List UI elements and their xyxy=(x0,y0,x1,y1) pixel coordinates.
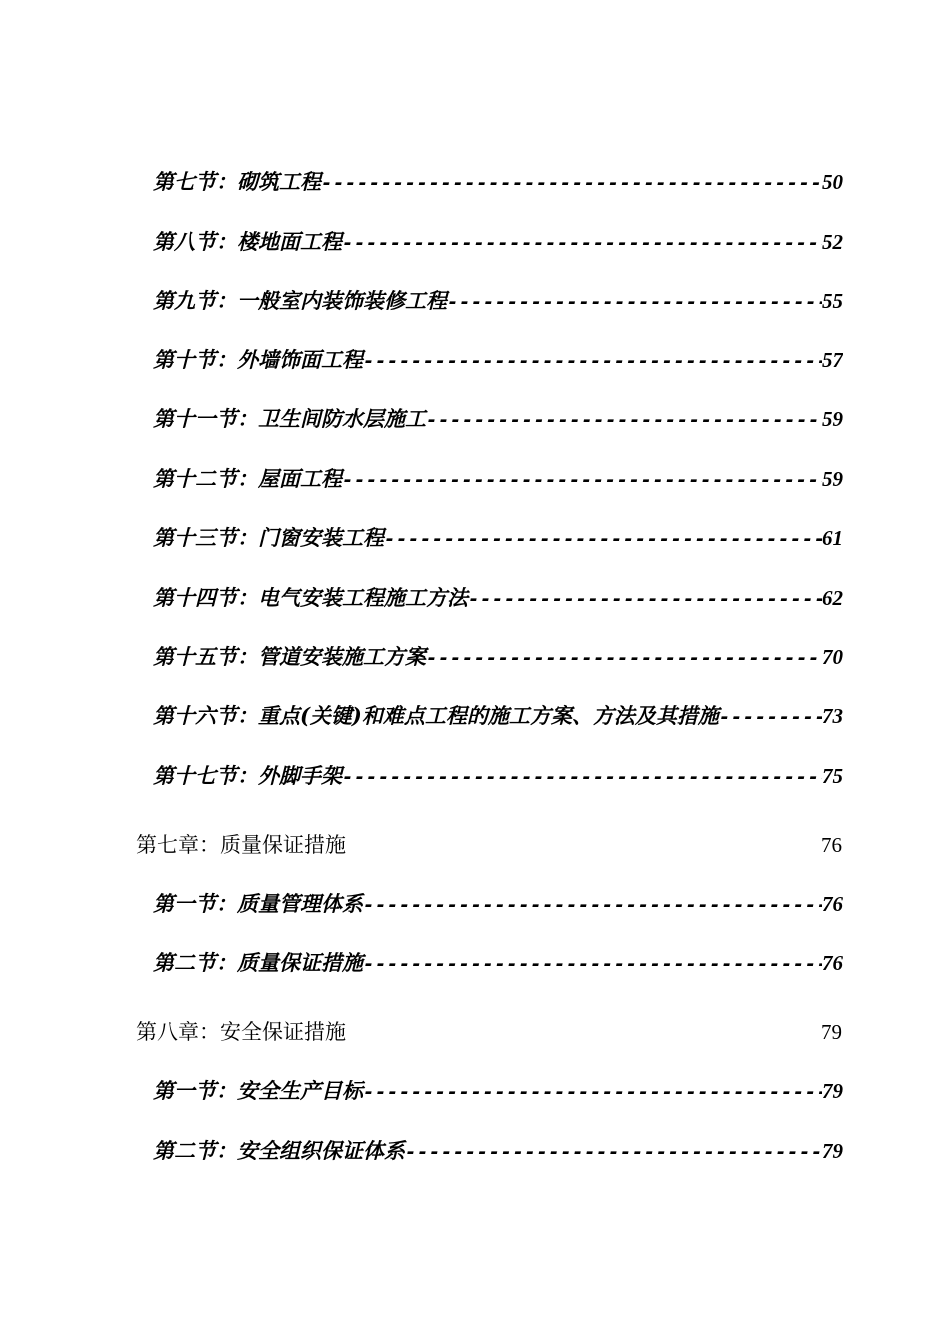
toc-leader xyxy=(321,172,822,194)
toc-leader xyxy=(342,469,822,491)
toc-leader xyxy=(342,766,822,788)
toc-entry-section[interactable] xyxy=(153,226,843,256)
toc-entry-title: 第十六节：重点(关键)和难点工程的施工方案、方法及其措施 xyxy=(153,703,719,728)
toc-entry-chapter[interactable] xyxy=(136,829,842,859)
toc-entry-page: 75 xyxy=(822,764,843,788)
toc-leader xyxy=(468,588,822,610)
toc-leader xyxy=(363,953,822,975)
toc-leader xyxy=(405,1141,822,1163)
toc-entry-page: 61 xyxy=(822,526,843,550)
toc-entry-title: 第二节：质量保证措施 xyxy=(153,950,363,975)
toc-entry-title: 第十节：外墙饰面工程 xyxy=(153,347,363,372)
toc-entry-chapter[interactable] xyxy=(136,1016,842,1046)
toc-entry-section[interactable] xyxy=(153,582,843,612)
toc-entry-title: 第八节：楼地面工程 xyxy=(153,229,342,254)
toc-leader xyxy=(426,409,822,431)
toc-entry-page: 79 xyxy=(822,1079,843,1103)
toc-entry-page: 76 xyxy=(822,892,843,916)
toc-entry-title: 第十四节：电气安装工程施工方法 xyxy=(153,585,468,610)
toc-leader xyxy=(363,350,822,372)
toc-entry-title: 第一节：安全生产目标 xyxy=(153,1078,363,1103)
toc-entry-page: 57 xyxy=(822,348,843,372)
toc-entry-title: 第九节：一般室内装饰装修工程 xyxy=(153,288,447,313)
toc-entry-section[interactable] xyxy=(153,344,843,374)
toc-entry-title: 第十一节：卫生间防水层施工 xyxy=(153,406,426,431)
toc-entry-section[interactable] xyxy=(153,1075,843,1105)
toc-entry-title: 第八章：安全保证措施 xyxy=(136,1020,346,1044)
toc-entry-title: 第七节：砌筑工程 xyxy=(153,169,321,194)
toc-entry-section[interactable] xyxy=(153,522,843,552)
toc-leader xyxy=(447,291,822,313)
toc-entry-section[interactable] xyxy=(153,403,843,433)
toc-entry-title: 第二节：安全组织保证体系 xyxy=(153,1138,405,1163)
toc-leader xyxy=(384,528,822,550)
toc-entry-page: 50 xyxy=(822,170,843,194)
toc-entry-title: 第十二节：屋面工程 xyxy=(153,466,342,491)
toc-leader xyxy=(426,647,822,669)
toc-leader xyxy=(342,232,822,254)
toc-entry-section[interactable] xyxy=(153,641,843,671)
toc-leader xyxy=(363,1081,822,1103)
toc-leader xyxy=(363,894,822,916)
toc-entry-page: 76 xyxy=(822,951,843,975)
toc-entry-page: 79 xyxy=(822,1139,843,1163)
toc-entry-section[interactable] xyxy=(153,700,843,730)
toc-entry-title: 第十五节：管道安装施工方案 xyxy=(153,644,426,669)
toc-entry-title: 第七章：质量保证措施 xyxy=(136,833,346,857)
toc-entry-page: 79 xyxy=(821,1020,842,1044)
toc-entry-page: 59 xyxy=(822,467,843,491)
toc-entry-section[interactable] xyxy=(153,947,843,977)
toc-leader xyxy=(719,706,822,728)
toc-entry-title: 第十七节：外脚手架 xyxy=(153,763,342,788)
toc-entry-section[interactable] xyxy=(153,760,843,790)
toc-entry-page: 70 xyxy=(822,645,843,669)
toc-entry-section[interactable] xyxy=(153,166,843,196)
toc-entry-page: 52 xyxy=(822,230,843,254)
toc-entry-section[interactable] xyxy=(153,285,843,315)
toc-entry-section[interactable] xyxy=(153,1135,843,1165)
toc-entry-page: 55 xyxy=(822,289,843,313)
toc-entry-title: 第十三节：门窗安装工程 xyxy=(153,525,384,550)
toc-entry-page: 73 xyxy=(822,704,843,728)
toc-entry-section[interactable] xyxy=(153,888,843,918)
toc-entry-title: 第一节：质量管理体系 xyxy=(153,891,363,916)
toc-entry-page: 76 xyxy=(821,833,842,857)
toc-entry-page: 59 xyxy=(822,407,843,431)
toc-entry-page: 62 xyxy=(822,586,843,610)
toc-entry-section[interactable] xyxy=(153,463,843,493)
